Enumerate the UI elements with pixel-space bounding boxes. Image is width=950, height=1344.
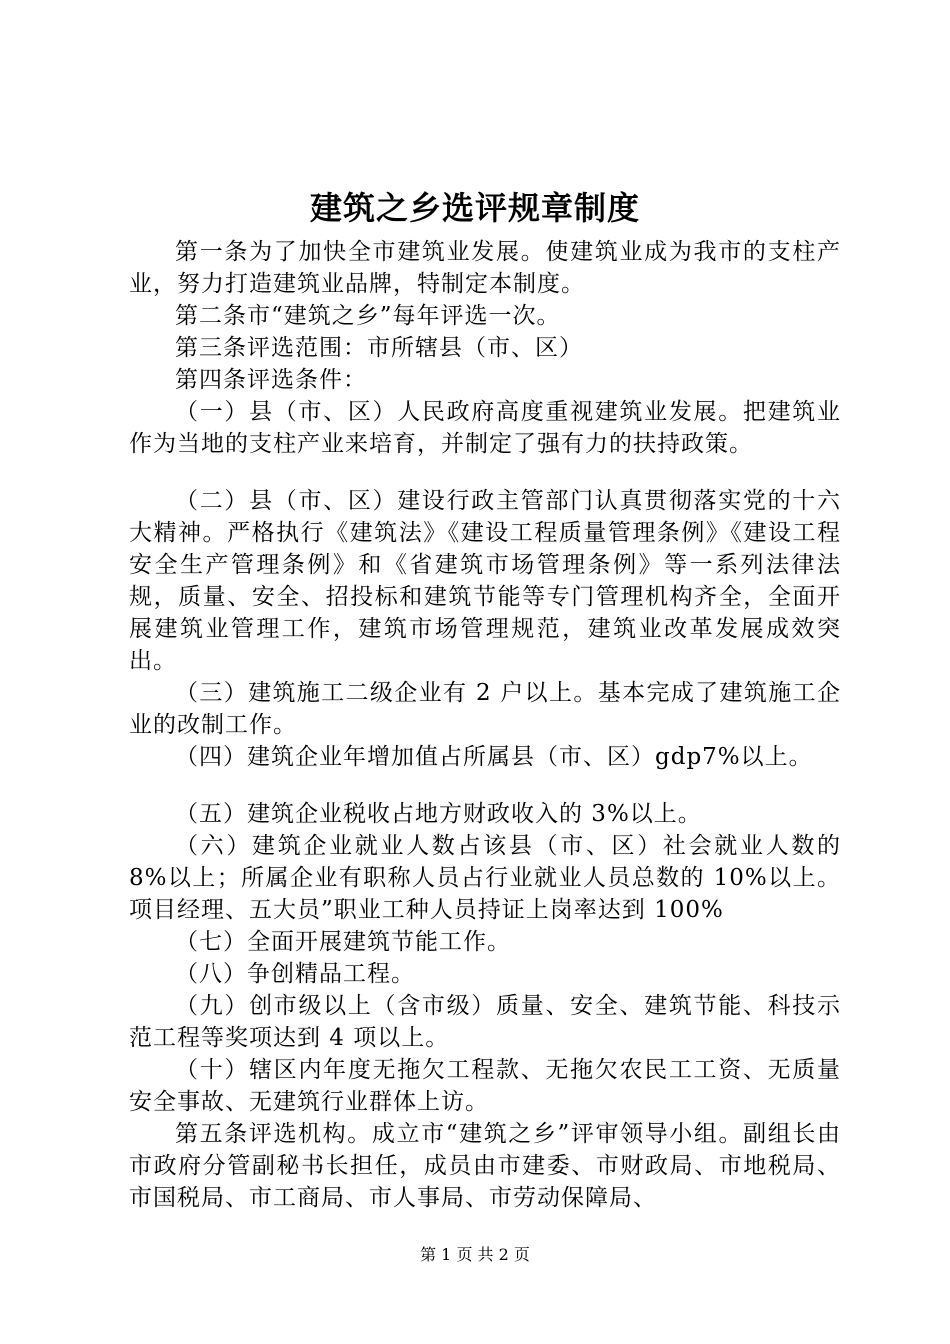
paragraph-condition-7: （七）全面开展建筑节能工作。 (175, 929, 511, 955)
page-number-footer: 第 1 页 共 2 页 (420, 1245, 530, 1264)
paragraph-condition-1: （一）县（市、区）人民政府高度重视建筑业发展。把建筑业作为当地的支柱产业来培育，并制定了强有力的扶持政策。 (129, 399, 841, 457)
paragraph-condition-4: （四）建筑企业年增加值占所属县（市、区）gdp7%以上。 (175, 744, 813, 770)
paragraph-condition-6: （六）建筑企业就业人数占该县（市、区）社会就业人数的 8%以上；所属企业有职称人员占行业就业人员总数的 10%以上。项目经理、五大员”职业工种人员持证上岗率达到 100% (129, 833, 841, 923)
document-title: 建筑之乡选评规章制度 (309, 189, 640, 227)
paragraph-article-4: 第四条评选条件： (175, 367, 367, 393)
paragraph-condition-10: （十）辖区内年度无拖欠工程款、无拖欠农民工工资、无质量安全事故、无建筑行业群体上访。 (129, 1057, 841, 1115)
paragraph-condition-5: （五）建筑企业税收占地方财政收入的 3%以上。 (175, 801, 702, 827)
paragraph-article-3: 第三条评选范围：市所辖县（市、区） (175, 335, 583, 361)
paragraph-article-2: 第二条市“建筑之乡”每年评选一次。 (175, 303, 561, 329)
paragraph-article-5: 第五条评选机构。成立市“建筑之乡”评审领导小组。副组长由市政府分管副秘书长担任，成员由市建委、市财政局、市地税局、市国税局、市工商局、市人事局、市劳动保障局、 (129, 1121, 841, 1211)
paragraph-article-1: 第一条为了加快全市建筑业发展。使建筑业成为我市的支柱产业，努力打造建筑业品牌，特制定本制度。 (129, 239, 841, 297)
document-body (129, 236, 841, 1214)
paragraph-condition-3: （三）建筑施工二级企业有 2 户以上。基本完成了建筑施工企业的改制工作。 (129, 680, 841, 738)
paragraph-condition-2: （二）县（市、区）建设行政主管部门认真贯彻落实党的十六大精神。严格执行《建筑法》《建设工程质量管理条例》《建设工程安全生产管理条例》和《省建筑市场管理条例》等一系列法律法规，质量、安全、招投标和建筑节能等专门管理机构齐全，全面开展建筑业管理工作，建筑市场管理规范，建筑业改革发展成效突出。 (129, 488, 841, 674)
paragraph-condition-9: （九）创市级以上（含市级）质量、安全、建筑节能、科技示范工程等奖项达到 4 项以上。 (129, 993, 841, 1051)
paragraph-condition-8: （八）争创精品工程。 (175, 961, 415, 987)
